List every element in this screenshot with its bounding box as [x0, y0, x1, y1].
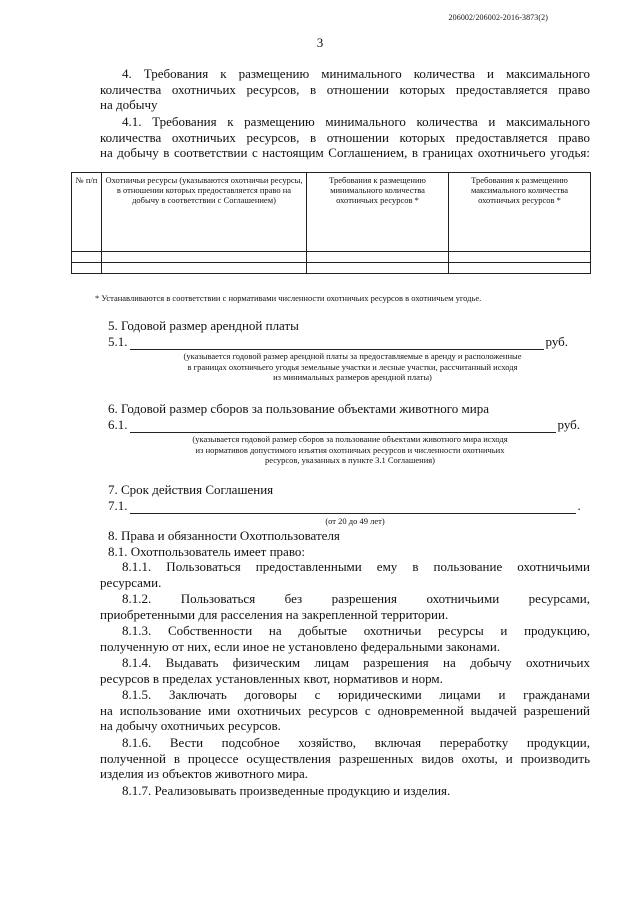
- table-footnote: * Устанавливаются в соответствии с нормативами численности охотничьих ресурсов в охотничьем угодье.: [95, 293, 482, 303]
- section-6-title: 6. Годовой размер сборов за пользование объектами животного мира: [108, 401, 489, 416]
- section-8-1-title: 8.1. Охотпользователь имеет право:: [108, 544, 305, 559]
- fees-caption: (указывается годовой размер сборов за пользование объектами животного мира исходя из нормативов допустимого изъятия охотничьих ресурсов и численности охотничьих ресурсов, указанных в пункте 3.1 Соглашения): [192, 434, 508, 465]
- table-header-max-requirements: Требования к размещению максимального количества охотничьих ресурсов *: [449, 173, 591, 252]
- paragraph-8-1-1: 8.1.1. Пользоваться предоставленными ему в пользование охотничьими ресурсами.: [100, 559, 590, 590]
- paragraph-8-1-6: 8.1.6. Вести подсобное хозяйство, включая переработку продукции, полученной в процессе осуществления разрешенных видов охоты, и производить изделия из объектов животного мира.: [100, 735, 590, 782]
- term-line: 7.1. .: [108, 498, 581, 513]
- table-header-min-requirements: Требования к размещению минимального количества охотничьих ресурсов *: [307, 173, 449, 252]
- section-7-title: 7. Срок действия Соглашения: [108, 482, 274, 497]
- paragraph-8-1-2: 8.1.2. Пользоваться без разрешения охотничьими ресурсами, приобретенными для расселения на закрепленной территории.: [100, 591, 590, 622]
- section-4-title: 4. Требования к размещению минимального количества и максимального количества охотничьих ресурсов, в отношении которых предоставляется право на добычу: [100, 66, 590, 113]
- fees-amount-blank: [130, 421, 556, 433]
- table-header-number: № п/п: [72, 173, 102, 252]
- rent-amount-blank: [130, 338, 544, 350]
- term-blank: [130, 502, 576, 514]
- rent-amount-line: 5.1. руб.: [108, 334, 569, 349]
- paragraph-4-1: 4.1. Требования к размещению минимального количества и максимального количества охотничьих ресурсов, в отношении которых предоставляется право на добычу в соответствии с настоящим Соглашением, в границах охотничьего угодья:: [100, 114, 590, 161]
- table-header-resources: Охотничьи ресурсы (указываются охотничьи ресурсы, в отношении которых предоставляется право на добычу в соответствии с Соглашением): [102, 173, 307, 252]
- hunting-resources-table: [71, 172, 591, 274]
- page-number: 3: [316, 35, 324, 50]
- paragraph-8-1-3: 8.1.3. Собственности на добытые охотничьи ресурсы и продукцию, полученную от них, если иное не установлено федеральными законами.: [100, 623, 590, 654]
- table-row: [72, 263, 591, 274]
- section-5-title: 5. Годовой размер арендной платы: [108, 318, 299, 333]
- paragraph-8-1-5: 8.1.5. Заключать договоры с юридическими лицами и гражданами на использование ими охотничьих ресурсов с одновременной выдачей разрешений на добычу охотничьих ресурсов.: [100, 687, 590, 734]
- paragraph-8-1-4: 8.1.4. Выдавать физическим лицам разрешения на добычу охотничьих ресурсов в пределах установленных квот, нормативов и норм.: [100, 655, 590, 686]
- table-row: [72, 252, 591, 263]
- paragraph-8-1-7: 8.1.7. Реализовывать произведенные продукцию и изделия.: [122, 783, 451, 798]
- fees-amount-line: 6.1. руб.: [108, 417, 581, 432]
- section-8-title: 8. Права и обязанности Охотпользователя: [108, 528, 340, 543]
- document-id: 206002/206002-2016-3873(2): [448, 13, 548, 22]
- term-caption: (от 20 до 49 лет): [325, 516, 385, 526]
- rent-caption: (указывается годовой размер арендной платы за предоставляемые в аренду и расположенные в границах охотничьего угодья земельные участки и лесные участки, рассчитанный исходя из минимальных размеров арендной платы): [183, 351, 522, 382]
